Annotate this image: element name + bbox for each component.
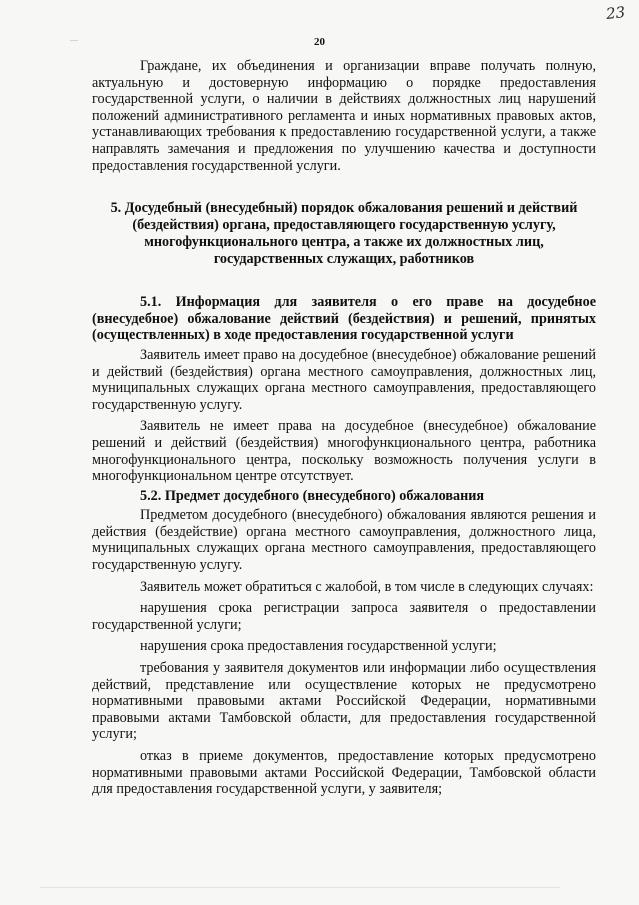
paragraph-applicant-no-right: Заявитель не имеет права на досудебное (внесудебное) обжалование решений и действий (бездействия) многофункционального центра, работника многофункционального центра, поскольку возможность получения услуги в многофункциональном центре отсутствует.	[92, 418, 596, 485]
document-body	[92, 58, 596, 798]
paragraph-complaint-cases: Заявитель может обратиться с жалобой, в том числе в следующих случаях:	[140, 578, 594, 595]
handwritten-page-mark: 23	[605, 3, 626, 23]
paragraph-citizens-rights: Граждане, их объединения и организации вправе получать полную, актуальную и достоверную информацию о порядке предоставления государственной услуги, о наличии в действиях должностных лиц нарушений положений административного регламента и иных нормативных правовых актов, устанавливающих требования к предоставлению государственной услуги, а также направлять замечания и предложения по улучшению качества и доступности предоставления государственной услуги.	[92, 58, 596, 174]
page-number: 20	[314, 36, 325, 48]
list-item-case-registration: нарушения срока регистрации запроса заявителя о предоставлении государственной услуги;	[92, 600, 596, 633]
list-item-case-refusal: отказ в приеме документов, предоставление которых предусмотрено нормативными правовыми актами Российской Федерации, Тамбовской области для предоставления государственной услуги, у заявителя;	[92, 748, 596, 798]
list-item-case-documents-required: требования у заявителя документов или информации либо осуществления действий, представление или осуществление которых не предусмотрено нормативными правовыми актами Российской Федерации, нормативными правовыми актами Тамбовской области, для предоставления государственной услуги;	[92, 660, 596, 743]
scan-artifact	[40, 887, 560, 888]
list-item-case-deadline: нарушения срока предоставления государственной услуги;	[140, 638, 497, 655]
paragraph-applicant-right: Заявитель имеет право на досудебное (внесудебное) обжалование решений и действий (бездействия) органа местного самоуправления, должностных лиц, муниципальных служащих органа местного самоуправления, предоставляющего государственную услугу.	[92, 346, 596, 413]
scan-artifact	[70, 40, 78, 41]
subsection-5-1-title: 5.1. Информация для заявителя о его праве на досудебное (внесудебное) обжалование действий (бездействия) и решений, принятых (осуществленных) в ходе предоставления государственной услуги	[92, 294, 596, 344]
section-5-title: 5. Досудебный (внесудебный) порядок обжалования решений и действий (бездействия) органа, предоставляющего государственную услугу, многофункционального центра, а также их должностных лиц, государственных служащих, работников	[110, 200, 578, 268]
paragraph-subject-of-appeal: Предметом досудебного (внесудебного) обжалования являются решения и действия (бездействие) органа местного самоуправления, должностного лица, муниципальных служащих органа местного самоуправления, предоставляющего государственную услугу.	[92, 507, 596, 574]
subsection-5-2-title: 5.2. Предмет досудебного (внесудебного) обжалования	[140, 487, 485, 504]
